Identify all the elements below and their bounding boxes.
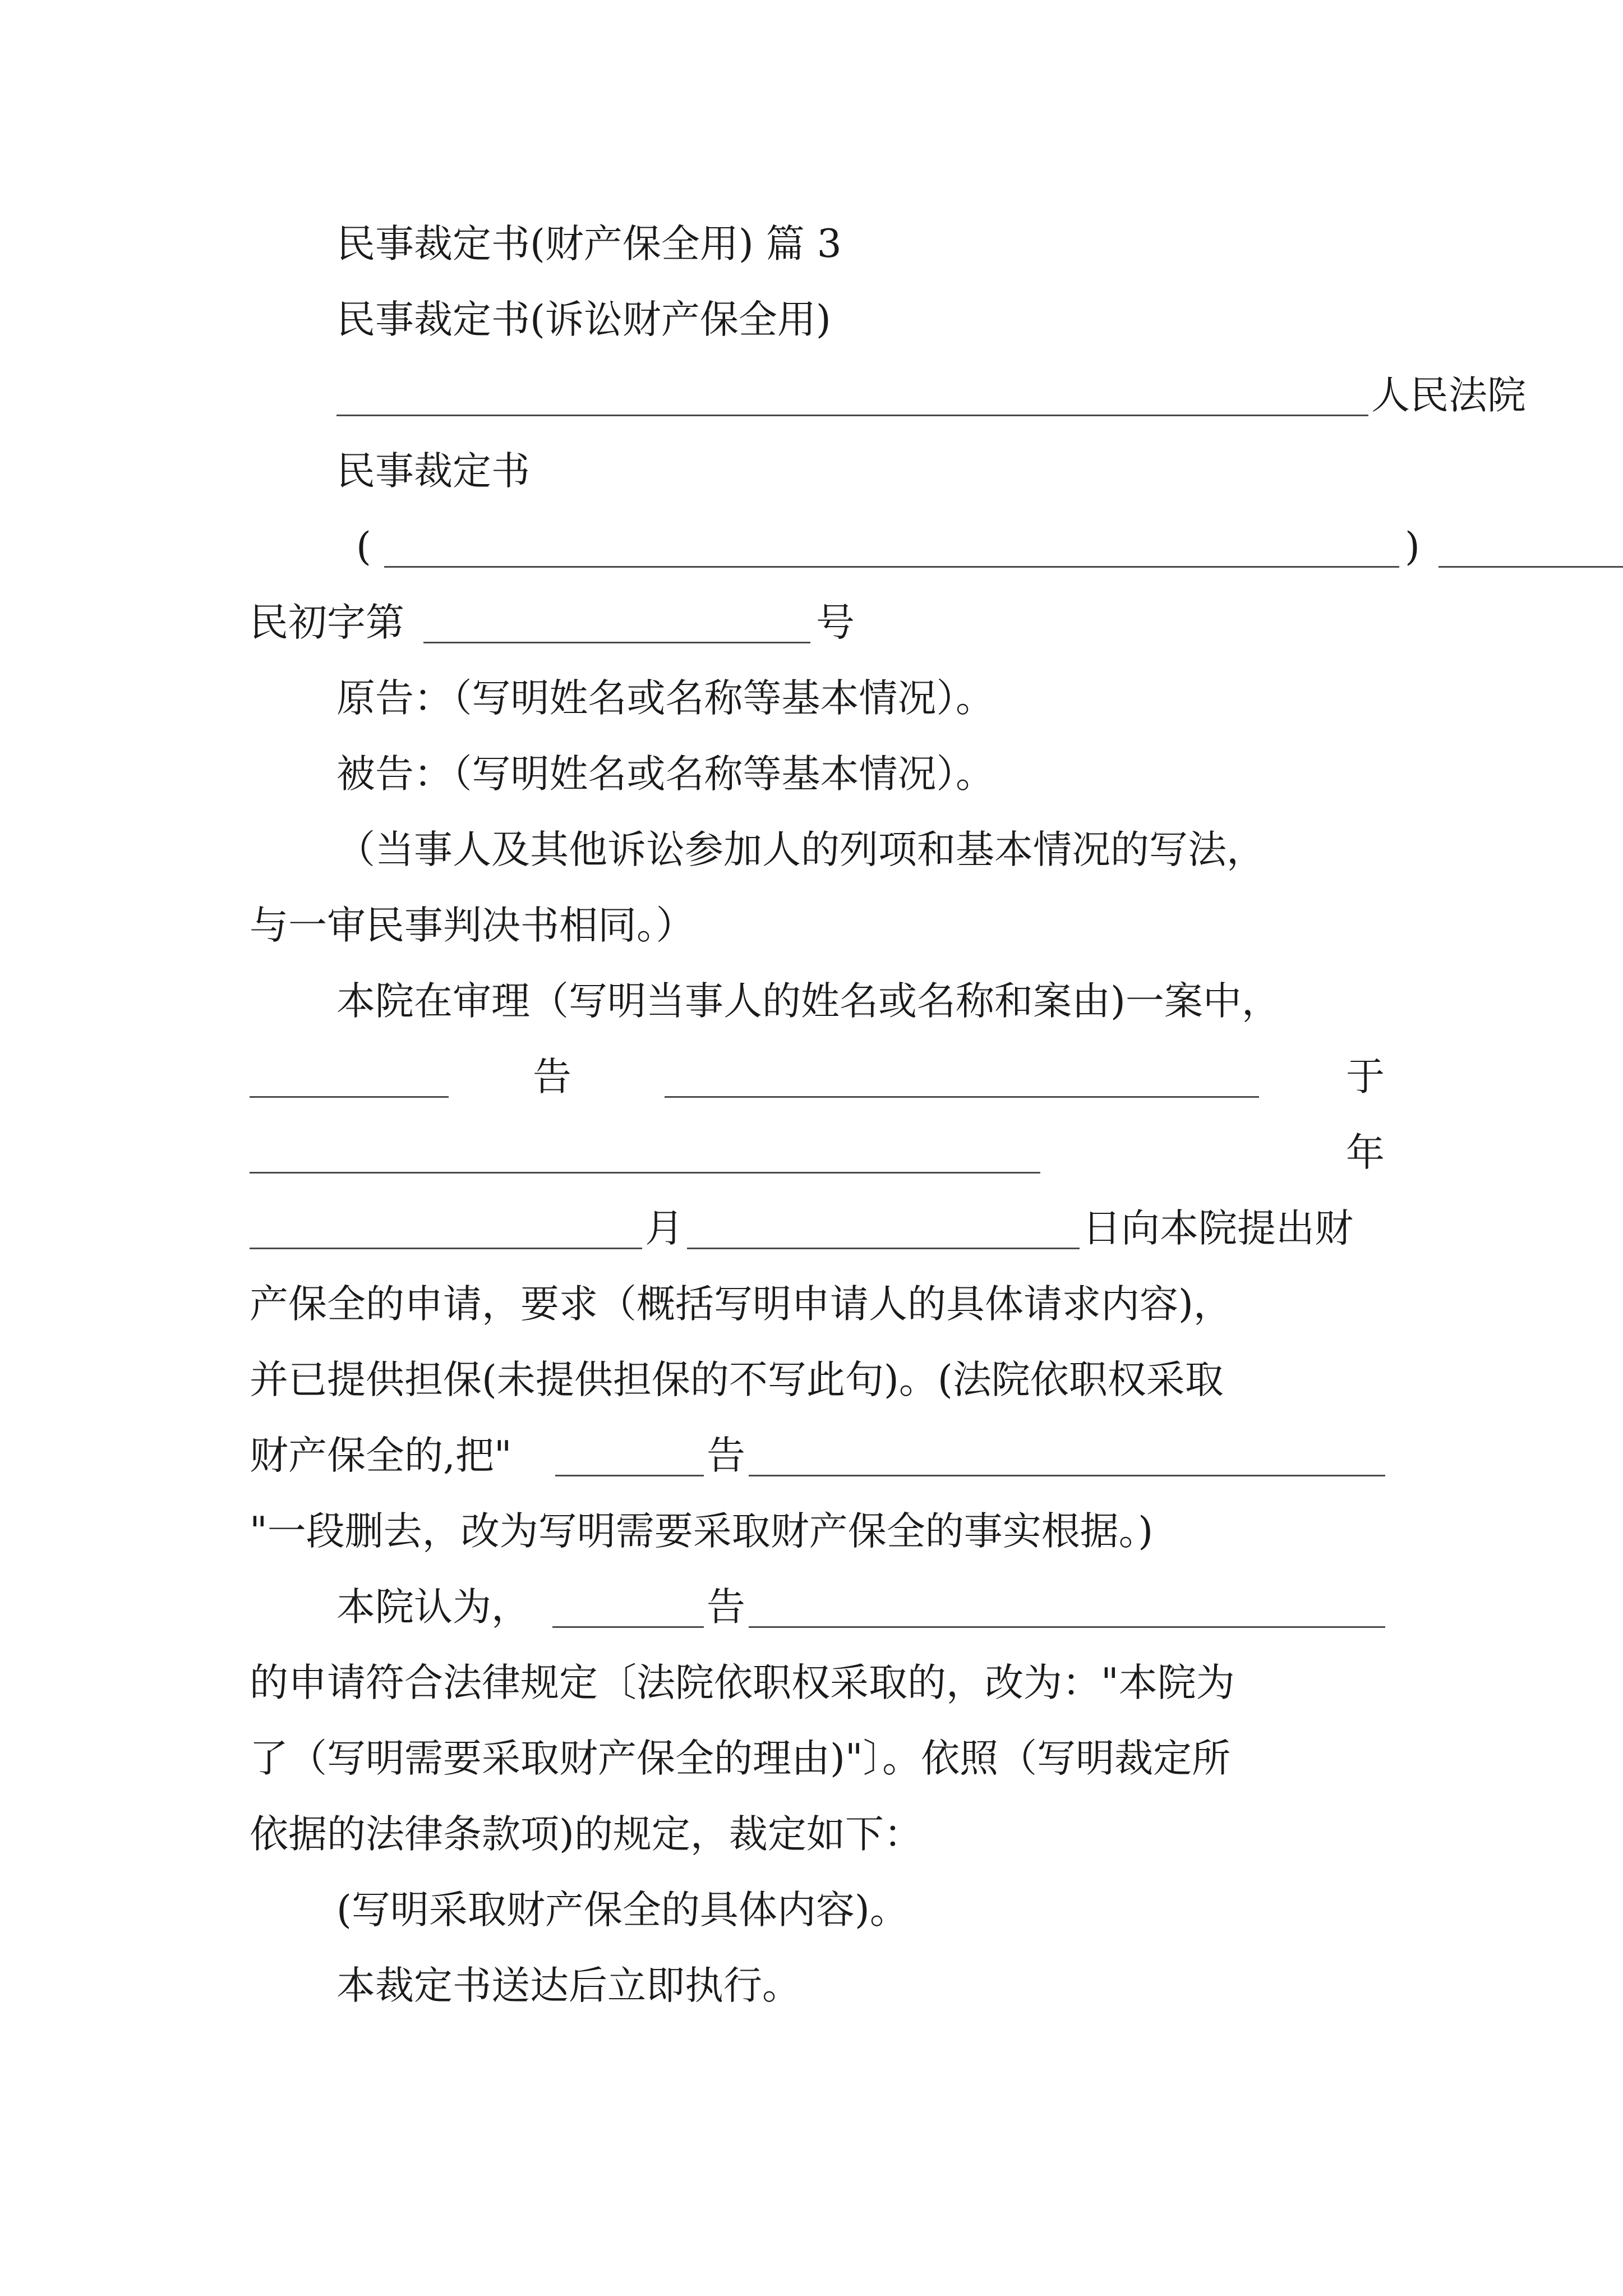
note-line-2: 与一审民事判决书相同。） (250, 903, 695, 948)
party-role-blank (250, 1059, 449, 1098)
body2-line-1 (250, 1579, 1385, 1635)
ri-text: 日向本院提出财 (1082, 1206, 1353, 1251)
case-open-paren: ( (356, 524, 371, 569)
ruling-line: (写明采取财产保全的具体内容)。 (336, 1888, 909, 1932)
note-line-1: （当事人及其他诉讼参加人的列项和基本情况的写法， (336, 827, 1265, 872)
body1-line-3 (250, 1125, 1385, 1181)
document-subheading: 民事裁定书(诉讼财产保全用) (336, 297, 831, 342)
defendant-line: 被告：（写明姓名或名称等基本情况）。 (336, 752, 994, 797)
body1-line-8: "一段删去，改为写明需要采取财产保全的事实根据。) (250, 1509, 1154, 1554)
body2-gao: 告 (707, 1585, 745, 1630)
body1-line-4 (250, 1200, 1385, 1257)
body1-line-2 (250, 1049, 1385, 1105)
case-close-paren: ) (1405, 524, 1420, 569)
effect-line: 本裁定书送达后立即执行。 (336, 1963, 801, 2008)
line7-name-blank (749, 1438, 1385, 1476)
party-name-blank (665, 1059, 1259, 1098)
case-year-blank (384, 529, 1399, 568)
nian-text: 年 (1346, 1130, 1385, 1175)
yue-text: 月 (645, 1206, 684, 1251)
party-role-gao: 告 (533, 1055, 571, 1099)
case-prefix: 民初字第 (250, 600, 404, 645)
case-court-code-blank (1438, 529, 1623, 568)
court-name-suffix: 人民法院 (1371, 373, 1526, 418)
body2-line-4: 依据的法律条款项)的规定，裁定如下： (250, 1812, 923, 1857)
year-blank (250, 1135, 1040, 1174)
yu-text: 于 (1346, 1055, 1385, 1099)
body2-role-blank (552, 1589, 704, 1628)
case-suffix: 号 (816, 600, 855, 645)
body1-line-6: 并已提供担保(未提供担保的不写此句)。(法院依职权采取 (250, 1358, 1224, 1402)
court-name-line (250, 367, 1526, 424)
body1-line-5: 产保全的申请，要求（概括写明申请人的具体请求内容)， (250, 1282, 1232, 1327)
plaintiff-line: 原告：（写明姓名或名称等基本情况）。 (336, 676, 994, 721)
court-name-blank (336, 378, 1368, 416)
case-number-blank (423, 605, 810, 643)
line7-prefix: 财产保全的,把" (250, 1433, 512, 1478)
body2-line-3: 了（写明需要采取财产保全的理由)"〕。依照（写明裁定所 (250, 1736, 1231, 1781)
body2-line-2: 的申请符合法律规定〔法院依职权采取的，改为："本院为 (250, 1660, 1235, 1705)
line7-role-blank (555, 1438, 704, 1476)
body1-line-1: 本院在审理（写明当事人的姓名或名称和案由)一案中， (336, 979, 1280, 1024)
case-number-line-2 (250, 595, 1385, 651)
document-type: 民事裁定书 (336, 449, 530, 494)
line7-gao: 告 (707, 1433, 745, 1478)
body2-prefix: 本院认为， (336, 1585, 530, 1630)
case-number-line-1 (250, 519, 1420, 575)
document-heading: 民事裁定书(财产保全用) 篇 3 (336, 222, 842, 266)
body2-name-blank (749, 1589, 1385, 1628)
day-blank (687, 1211, 1080, 1249)
body1-line-7 (250, 1428, 1385, 1484)
month-blank (250, 1211, 642, 1249)
